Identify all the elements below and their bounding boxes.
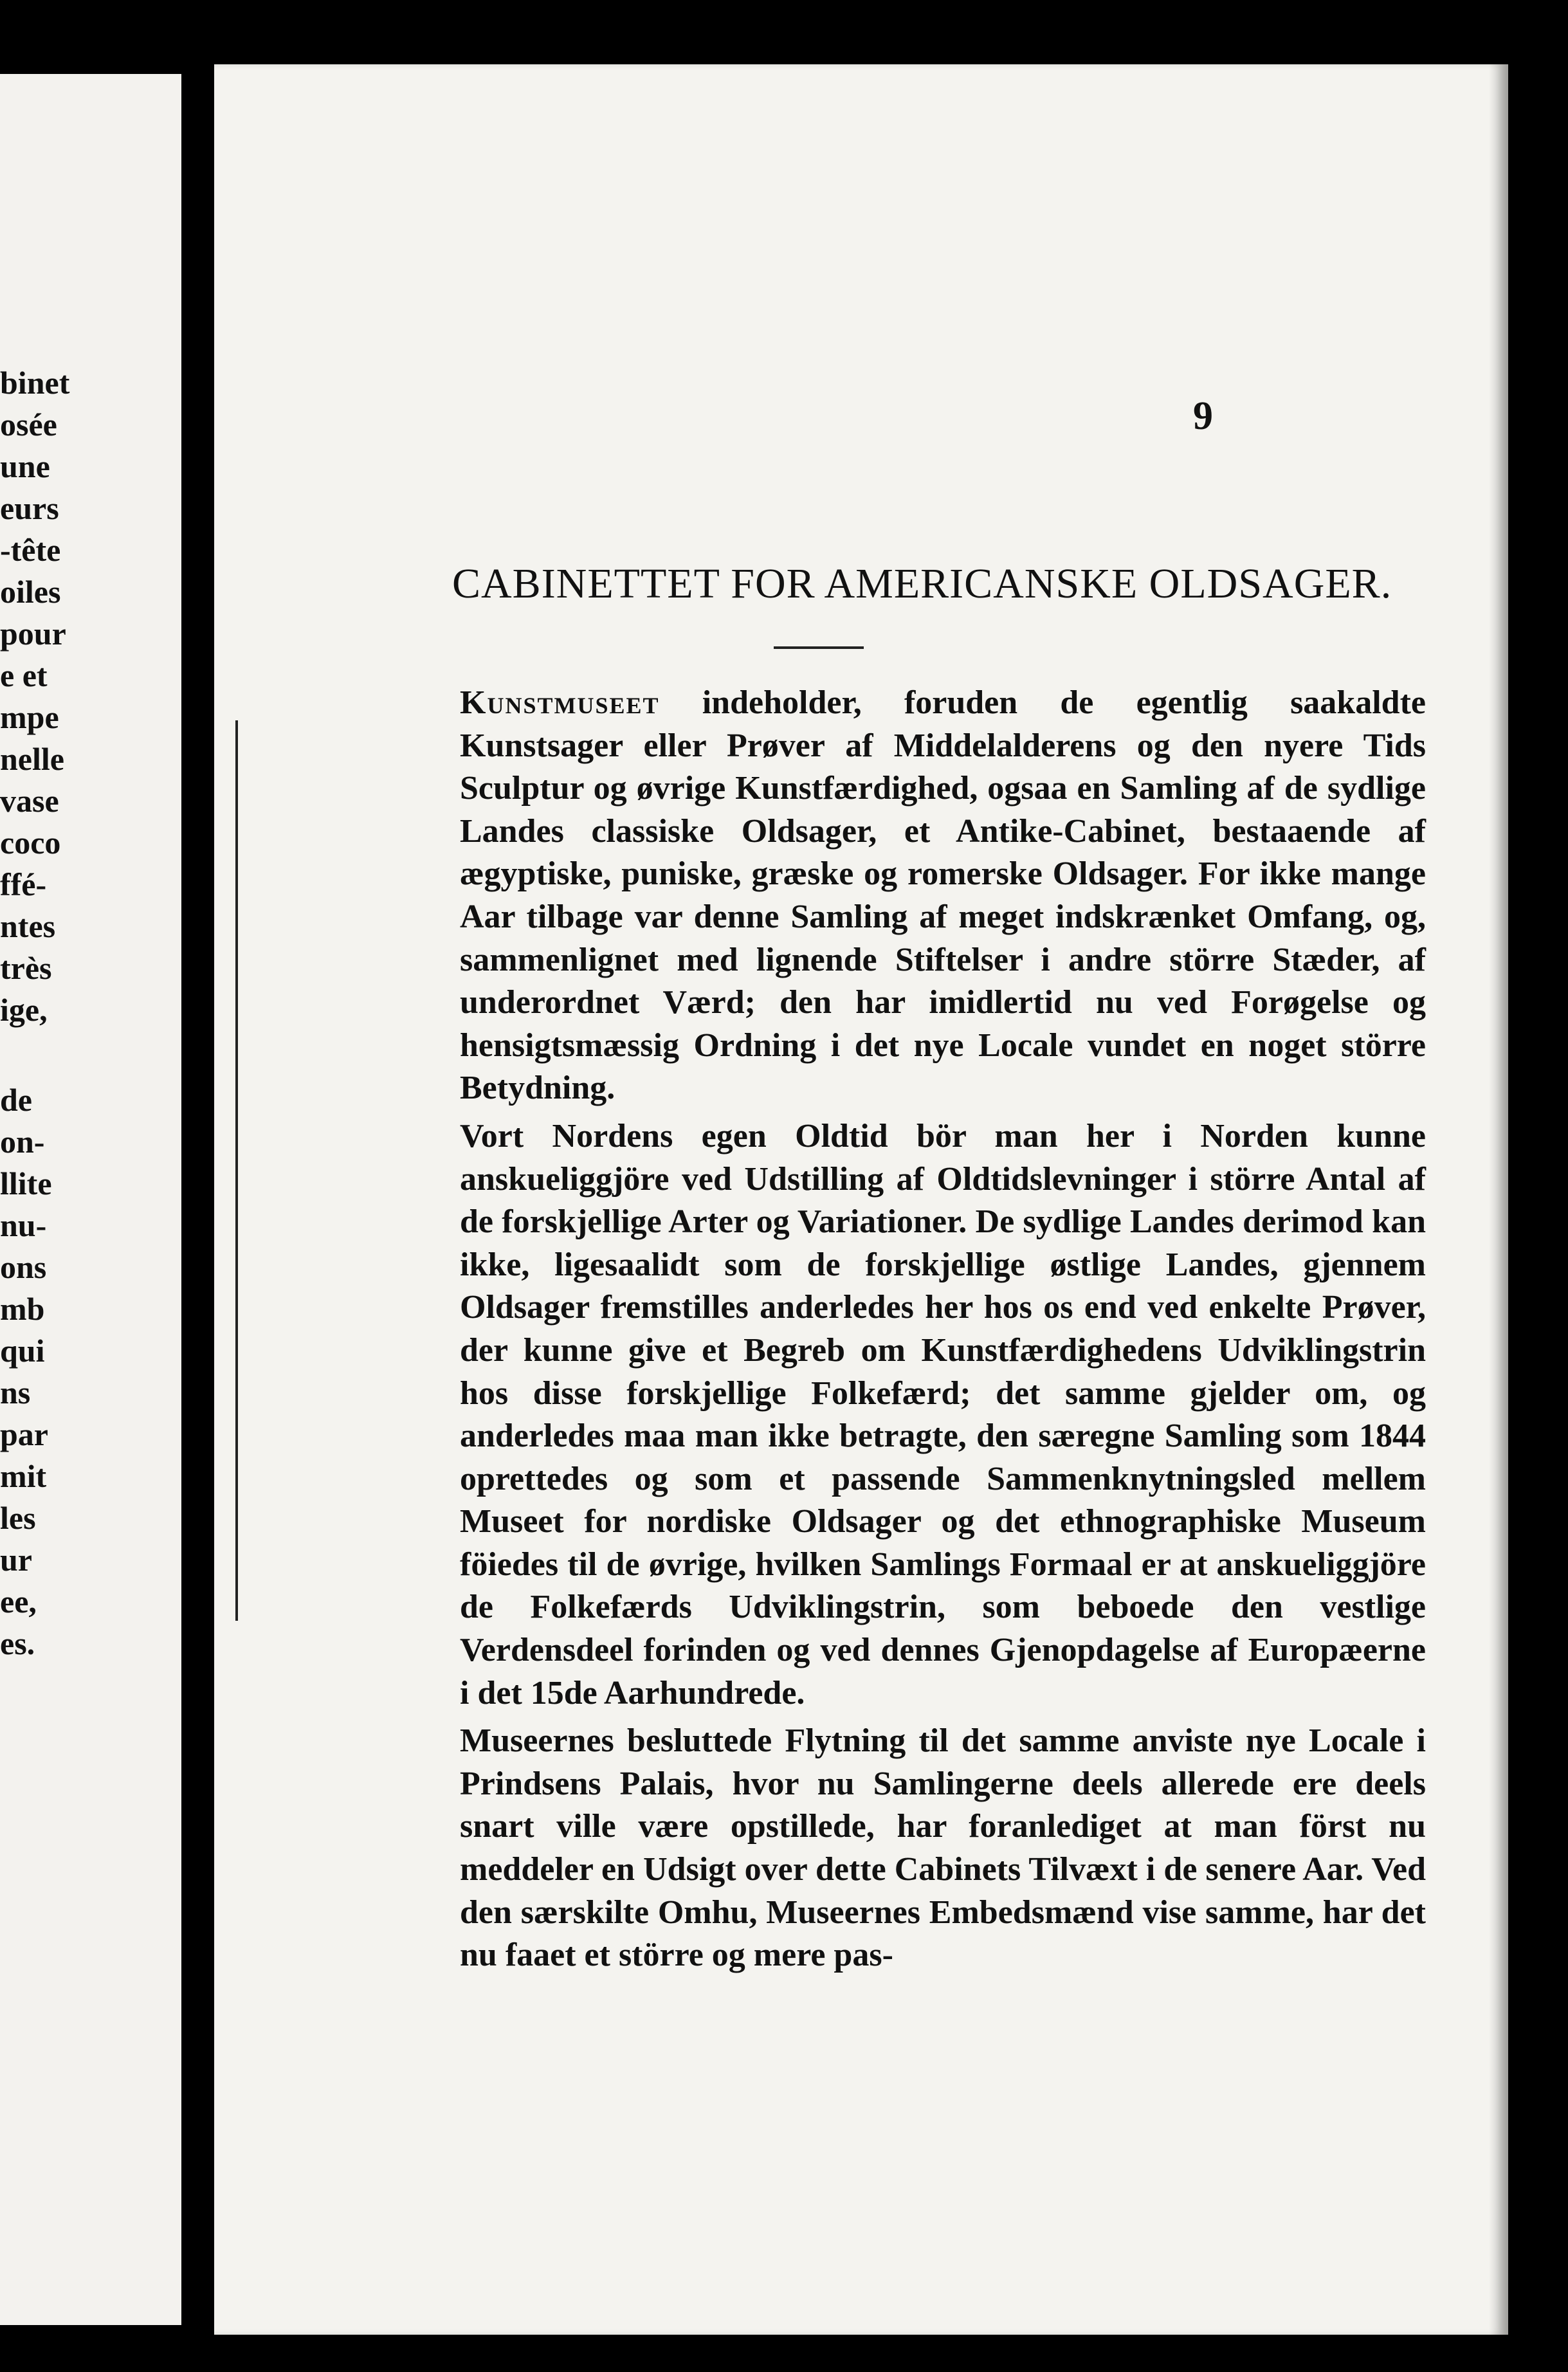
left-page-fragment: llite <box>0 1165 52 1201</box>
left-page-fragment: ons <box>0 1249 47 1285</box>
left-page-fragment: mpe <box>0 699 59 735</box>
left-page-fragment: osée <box>0 406 57 442</box>
page-number: 9 <box>1193 394 1213 438</box>
paragraph-2 <box>389 1115 1426 1715</box>
page-edge-shadow <box>1489 64 1508 2335</box>
left-page-fragment: eurs <box>0 490 59 526</box>
left-page-fragment: es. <box>0 1625 35 1661</box>
left-page-fragment: oiles <box>0 574 61 610</box>
left-page-fragment: ffé- <box>0 866 47 902</box>
left-page-fragment: ur <box>0 1542 32 1578</box>
paragraph-text: Museernes besluttede Flytning til det samme anviste nye Locale i Prindsens Palais, hvor nu Samlingerne deels allerede ere deels snart ville være opstillede, har foranlediget at man först nu meddeler en Udsigt over dette Cabinets Tilvæxt i de senere Aar. Ved den særskilte Omhu, Museernes Embedsmænd vise samme, har det nu faaet et större og mere pas- <box>460 1722 1426 1974</box>
paragraph-1 <box>389 682 1426 1110</box>
left-page-fragment: vase <box>0 783 59 819</box>
left-page-fragment: de <box>0 1082 32 1118</box>
left-page-fragment: coco <box>0 825 61 861</box>
left-page-fragment: pour <box>0 616 66 652</box>
left-page-fragment: mb <box>0 1291 45 1327</box>
paragraph-text: Vort Nordens egen Oldtid bör man her i Norden kunne anskueliggjöre ved Udstilling af Oldtidslevninger i större Antal af de forskjellige Arter og Variationer. De sydlige Landes derimod kan ikke, ligesaalidt som de forskjellige østlige Landes, gjennem Oldsager fremstilles anderledes her hos os end ved enkelte Prøver, der kunne give et Begreb om Kunstfærdighedens Udviklingstrin hos disse forskjellige Folkefærd; det samme gjelder om, og anderledes maa man ikke betragte, den særegne Samling som 1844 oprettedes og som et passende Sammenknytningsled mellem Museet for nordiske Oldsager og det ethnographiske Museum föiedes til de øvrige, hvilken Samlings Formaal er at anskueliggjöre de Folkefærds Udviklingstrin, som beboede den vestlige Verdensdeel forinden og ved dennes Gjenopdagelse af Europæerne i det 15de Aarhundrede. <box>460 1117 1426 1711</box>
left-page-fragment: -tête <box>0 532 61 568</box>
body-text <box>389 682 1426 1977</box>
left-page-fragment: une <box>0 448 50 484</box>
left-page-fragment: nelle <box>0 741 64 777</box>
left-page-fragment: binet <box>0 365 70 401</box>
left-page-fragment: très <box>0 950 52 986</box>
left-page-fragment: e et <box>0 657 48 693</box>
page-title: CABINETTET FOR AMERICANSKE OLDSAGER. <box>452 560 1392 607</box>
margin-rule-line <box>235 720 238 1621</box>
paragraph-text: indeholder, foruden de egentlig saakaldte Kunstsager eller Prøver af Middelalderens og den nyere Tids Sculptur og øvrige Kunstfærdighed, ogsaa en Samling af de sydlige Landes classiske Oldsager, et Antike-Cabinet, bestaaende af ægyptiske, puniske, græske og romerske Oldsager. For ikke mange Aar tilbage var denne Samling af meget indskrænket Omfang, og, sammenlignet med lignende Stiftelser i andre större Stæder, af underordnet Værd; den har imidlertid nu ved Forøgelse og hensigtsmæssig Ordning i det nye Locale vundet en noget större Betydning. <box>460 684 1426 1107</box>
right-page <box>214 64 1508 2335</box>
left-page-fragment: par <box>0 1416 48 1452</box>
left-page-fragment: ee, <box>0 1583 37 1619</box>
left-page-fragment: nu- <box>0 1207 47 1243</box>
left-page-fragment: les <box>0 1500 36 1536</box>
left-facing-page <box>0 74 181 2325</box>
paragraph-3 <box>389 1720 1426 1977</box>
left-page-fragment: ige, <box>0 992 48 1028</box>
left-page-fragment: on- <box>0 1124 45 1160</box>
paragraph-lead: Kunstmuseet <box>460 684 660 721</box>
left-page-fragment: ns <box>0 1374 31 1410</box>
left-page-fragment: ntes <box>0 908 56 944</box>
left-page-fragment: qui <box>0 1333 45 1369</box>
title-divider <box>774 646 864 649</box>
left-page-fragment: mit <box>0 1458 47 1494</box>
